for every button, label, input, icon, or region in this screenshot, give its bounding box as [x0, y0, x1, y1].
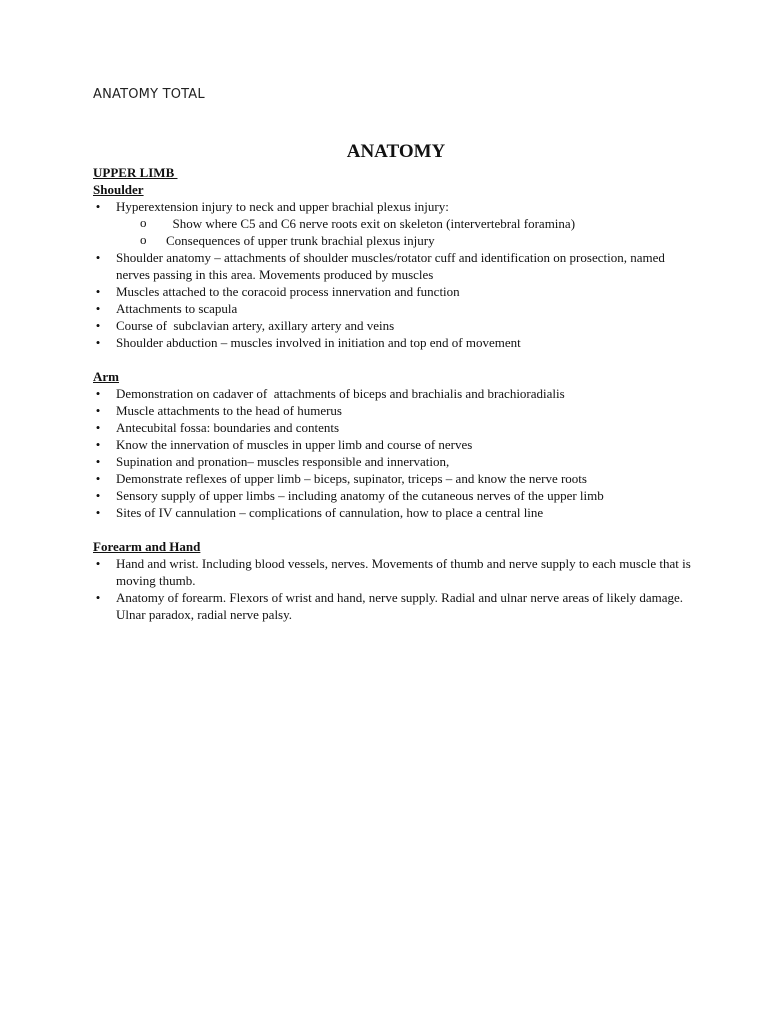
sub-bullet-icon: o — [140, 215, 147, 230]
list-item — [93, 589, 693, 623]
bullet-icon: • — [95, 403, 101, 418]
shoulder-sub-list — [93, 215, 693, 249]
bullet-icon: • — [95, 505, 101, 520]
arm-list — [93, 385, 693, 521]
document-header: ANATOMY TOTAL — [93, 87, 205, 102]
sub-list-item — [116, 215, 693, 232]
bullet-icon: • — [95, 335, 101, 350]
list-item-text: Hand and wrist. Including blood vessels, nerves. Movements of thumb and nerve supply to each muscle that is moving thumb. — [116, 556, 691, 588]
list-item-text: Sites of IV cannulation – complications of cannulation, how to place a central line — [116, 505, 544, 520]
list-item-text: Muscle attachments to the head of humerus — [116, 403, 342, 418]
list-item — [93, 300, 693, 317]
bullet-icon: • — [95, 471, 101, 486]
forearm-hand-list — [93, 555, 693, 623]
list-item — [93, 385, 693, 402]
bullet-icon: • — [95, 590, 101, 605]
list-item — [93, 402, 693, 419]
list-item — [93, 453, 693, 470]
list-item — [93, 555, 693, 589]
list-item-text: Demonstration on cadaver of attachments of biceps and brachialis and brachioradialis — [116, 386, 565, 401]
list-item — [93, 283, 693, 300]
bullet-icon: • — [95, 488, 101, 503]
bullet-icon: • — [95, 301, 101, 316]
list-item-text: Muscles attached to the coracoid process innervation and function — [116, 284, 460, 299]
sub-list-item-text: Show where C5 and C6 nerve roots exit on skeleton (intervertebral foramina) — [166, 216, 576, 231]
bullet-icon: • — [95, 437, 101, 452]
list-item-text: Know the innervation of muscles in upper limb and course of nerves — [116, 437, 473, 452]
list-item — [93, 470, 693, 487]
list-item-text: Supination and pronation– muscles responsible and innervation, — [116, 454, 450, 469]
list-item-text: Shoulder abduction – muscles involved in initiation and top end of movement — [116, 335, 521, 350]
section-heading-arm: Arm — [93, 369, 119, 384]
list-item-text: Sensory supply of upper limbs – including anatomy of the cutaneous nerves of the upper limb — [116, 488, 604, 503]
list-item — [93, 436, 693, 453]
document-body — [93, 140, 693, 623]
sub-bullet-icon: o — [140, 232, 147, 247]
bullet-icon: • — [95, 199, 101, 214]
section-heading-forearm-hand: Forearm and Hand — [93, 539, 201, 554]
bullet-icon: • — [95, 420, 101, 435]
part-heading-upper-limb: UPPER LIMB — [93, 165, 178, 180]
list-item — [93, 419, 693, 436]
list-item-text: Attachments to scapula — [116, 301, 238, 316]
list-item-text: Course of subclavian artery, axillary artery and veins — [116, 318, 395, 333]
sub-list-item-text: Consequences of upper trunk brachial plexus injury — [166, 233, 435, 248]
sub-list-item — [116, 232, 693, 249]
bullet-icon: • — [95, 386, 101, 401]
bullet-icon: • — [95, 318, 101, 333]
bullet-icon: • — [95, 284, 101, 299]
bullet-icon: • — [95, 250, 101, 265]
bullet-icon: • — [95, 454, 101, 469]
list-item-text: Hyperextension injury to neck and upper brachial plexus injury: — [116, 199, 449, 214]
list-item-text: Anatomy of forearm. Flexors of wrist and hand, nerve supply. Radial and ulnar nerve areas of likely damage. Ulnar paradox, radial nerve palsy. — [116, 590, 684, 622]
list-item — [93, 249, 693, 283]
section-heading-shoulder: Shoulder — [93, 182, 144, 197]
shoulder-list — [93, 198, 693, 351]
list-item-text: Shoulder anatomy – attachments of shoulder muscles/rotator cuff and identification on prosection, named nerves passing in this area. Movements produced by muscles — [116, 250, 665, 282]
list-item-text: Demonstrate reflexes of upper limb – biceps, supinator, triceps – and know the nerve roots — [116, 471, 587, 486]
list-item — [93, 317, 693, 334]
list-item — [93, 487, 693, 504]
list-item — [93, 504, 693, 521]
list-item-text: Antecubital fossa: boundaries and contents — [116, 420, 340, 435]
bullet-icon: • — [95, 556, 101, 571]
document-title: ANATOMY — [346, 141, 446, 162]
list-item — [93, 198, 693, 249]
list-item — [93, 334, 693, 351]
